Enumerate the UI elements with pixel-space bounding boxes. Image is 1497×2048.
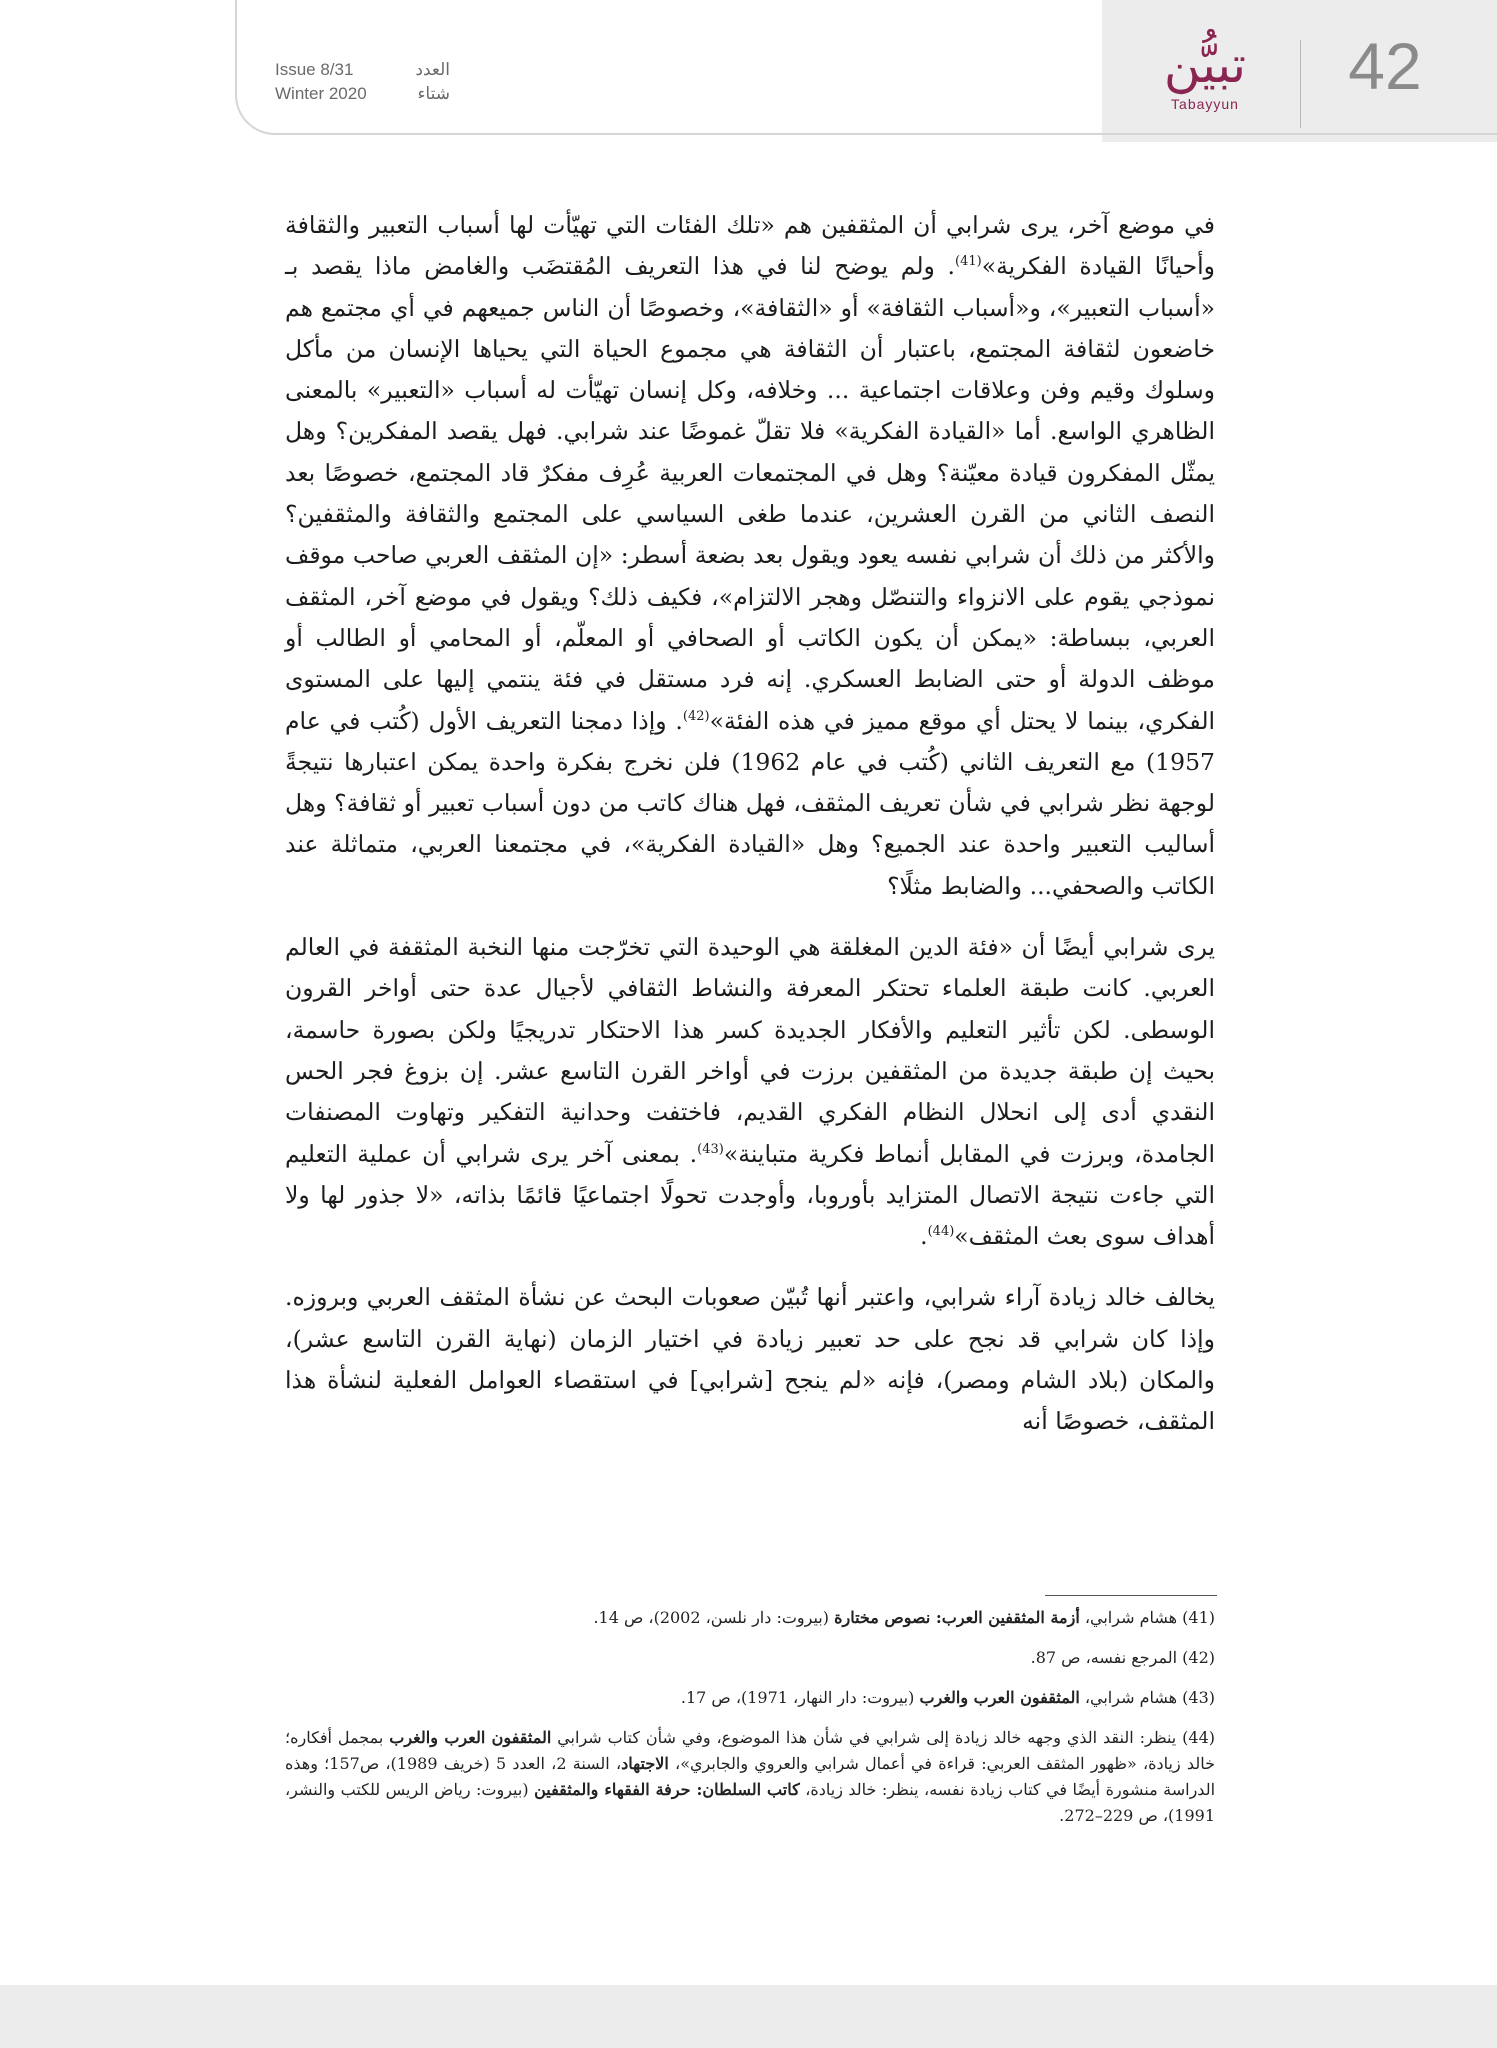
header-divider <box>1300 40 1301 128</box>
text-run: . وإذا دمجنا التعريف الأول (كُتب في عام 1957) مع التعريف الثاني (كُتب في عام 1962) فلن نخرج بفكرة واحدة يمكن اعتبارها نتيجةً لوجهة نظر شرابي في شأن تعريف المثقف، فهل هناك كاتب من دون أسباب تعبير أو ثقافة؟ وهل أساليب التعبير واحدة عند الجميع؟ وهل «القيادة الفكرية»، في مجتمعنا العربي، متماثلة عند الكاتب والصحفي... والضابط مثلًا؟ <box>285 706 1215 900</box>
issue-label: Issue 8/31 <box>275 60 354 79</box>
text-run: ، السنة 2، العدد 5 (خريف 1989)، ص157؛ وهذه الدراسة منشورة أيضًا في كتاب زيادة نفسه، ينظر: خالد زيادة، <box>285 1754 1216 1799</box>
footnote-ref: (43) <box>697 1141 724 1157</box>
bold-title: كاتب السلطان: حرفة الفقهاء والمثقفين <box>534 1780 800 1799</box>
text-run: . بمعنى آخر يرى شرابي أن عملية التعليم التي جاءت نتيجة الاتصال المتزايد بأوروبا، وأوجدت تحولًا اجتماعيًا قائمًا بذاته، «لا جذور لها ولا أهداف سوى بعث المثقف» <box>285 1139 1215 1251</box>
text-run: . <box>920 1222 928 1251</box>
text-run: (44) ينظر: النقد الذي وجهه خالد زيادة إلى شرابي في شأن هذا الموضوع، وفي شأن كتاب شرابي <box>551 1728 1216 1747</box>
footnotes <box>285 1605 1215 1843</box>
article-body <box>285 205 1215 1463</box>
season-label: Winter 2020 <box>275 84 367 103</box>
logo-arabic-text: تبيُّن <box>1163 36 1247 94</box>
text-run: (41) هشام شرابي، <box>1079 1608 1215 1627</box>
text-run: بمجمل أفكاره؛ خالد زيادة، «ظهور المثقف العربي: قراءة في أعمال شرابي والعروي والجابري»، <box>285 1728 1215 1773</box>
text-run: (43) هشام شرابي، <box>1079 1688 1215 1707</box>
bold-title: الاجتهاد <box>621 1754 669 1773</box>
text-run: يرى شرابي أيضًا أن «فئة الدين المغلقة هي الوحيدة التي تخرّجت منها النخبة المثقفة في العالم العربي. كانت طبقة العلماء تحتكر المعرفة والنشاط الثقافي لأجيال عدة حتى أواخر القرون الوسطى. لكن تأثير التعليم والأفكار الجديدة كسر هذا الاحتكار تدريجيًا ولكن بصورة حاسمة، بحيث إن طبقة جديدة من المثقفين برزت في أواخر القرن التاسع عشر. إن بزوغ فجر الحس النقدي أدى إلى انحلال النظام الفكري القديم، فاختفت وحدانية التفكير وتهاوت المصنفات الجامدة، وبرزت في المقابل أنماط فكرية متباينة» <box>285 933 1215 1168</box>
paragraph <box>285 205 1215 907</box>
footnote <box>285 1685 1215 1711</box>
text-run: في موضع آخر، يرى شرابي أن المثقفين هم «تلك الفئات التي تهيّأت لها أسباب التعبير والثقافة وأحيانًا القيادة الفكرية» <box>285 211 1215 281</box>
paragraph <box>285 927 1215 1257</box>
footnote-ref: (41) <box>954 254 982 270</box>
bottom-band <box>0 1985 1497 2048</box>
bold-title: أزمة المثقفين العرب: نصوص مختارة <box>834 1608 1080 1627</box>
text-run: (42) المرجع نفسه، ص 87. <box>1030 1648 1215 1667</box>
logo-latin-text: Tabayyun <box>1171 96 1239 112</box>
page-number: 42 <box>1348 29 1422 103</box>
footnote-ref: (44) <box>927 1224 955 1240</box>
text-run: (بيروت: رياض الريس للكتب والنشر، 1991)، ص 229–272. <box>285 1780 1215 1825</box>
paragraph <box>285 1277 1215 1442</box>
footnote-rule <box>1045 1595 1217 1596</box>
footnote <box>285 1725 1215 1829</box>
issue-label-ar: العدد <box>415 60 450 79</box>
journal-logo <box>1130 30 1280 130</box>
bold-title: المثقفون العرب والغرب <box>919 1688 1080 1707</box>
text-run: يخالف خالد زيادة آراء شرابي، واعتبر أنها تُبيّن صعوبات البحث عن نشأة المثقف العربي وبروزه. وإذا كان شرابي قد نجح على حد تعبير زيادة في اختيار الزمان (نهاية القرن التاسع عشر)، والمكان (بلاد الشام ومصر)، فإنه «لم ينجح [شرابي] في استقصاء العوامل الفعلية لنشأة هذا المثقف، خصوصًا أنه <box>285 1283 1215 1436</box>
issue-info <box>275 58 450 106</box>
bold-title: المثقفون العرب والغرب <box>389 1728 552 1747</box>
footnote <box>285 1645 1215 1671</box>
text-run: . ولم يوضح لنا في هذا التعريف المُقتضَب والغامض ماذا يقصد بـ «أسباب التعبير»، و«أسباب الثقافة» أو «الثقافة»، وخصوصًا أن الناس جميعهم في أي مجتمع هم خاضعون لثقافة المجتمع، باعتبار أن الثقافة هي مجموع الحياة التي يحياها الإنسان من مأكل وسلوك وقيم وفن وعلاقات اجتماعية ... وخلافه، وكل إنسان تهيّأت له أسباب «التعبير» بالمعنى الظاهري الواسع. أما «القيادة الفكرية» فلا تقلّ غموضًا عند شرابي. فهل يقصد المفكرين؟ وهل يمثّل المفكرون قيادة معيّنة؟ وهل في المجتمعات العربية عُرِف مفكرٌ قاد المجتمع، خصوصًا بعد النصف الثاني من القرن العشرين، عندما طغى السياسي على المجتمع والثقافة والمثقفين؟ والأكثر من ذلك أن شرابي نفسه يعود ويقول بعد بضعة أسطر: «إن المثقف العربي صاحب موقف نموذجي يقوم على الانزواء والتنصّل وهجر الالتزام»، فكيف ذلك؟ ويقول في موضع آخر، المثقف العربي، ببساطة: «يمكن أن يكون الكاتب أو الصحافي أو المعلّم، أو المحامي أو الطالب أو موظف الدولة أو حتى الضابط العسكري. إنه فرد مستقل في فئة ينتمي إليها على المستوى الفكري، بينما لا يحتل أي موقع مميز في هذه الفئة» <box>285 252 1216 735</box>
footnote <box>285 1605 1215 1631</box>
footnote-ref: (42) <box>682 708 710 724</box>
text-run: (بيروت: دار نلسن، 2002)، ص 14. <box>593 1608 835 1627</box>
text-run: (بيروت: دار النهار، 1971)، ص 17. <box>680 1688 920 1707</box>
season-label-ar: شتاء <box>417 84 450 103</box>
